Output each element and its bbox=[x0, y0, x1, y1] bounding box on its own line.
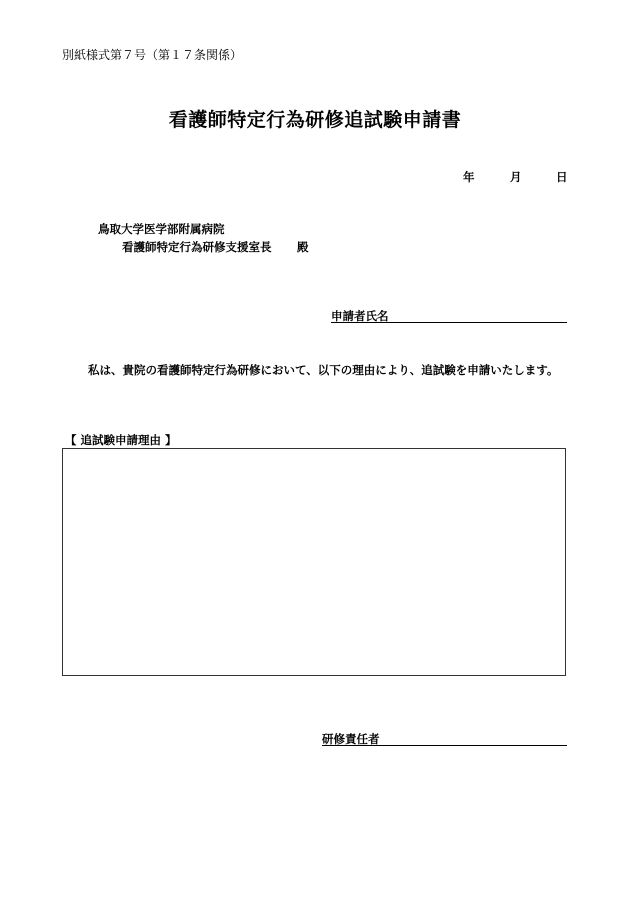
addressee-institution: 鳥取大学医学部附属病院 bbox=[98, 222, 225, 236]
month-label: 月 bbox=[510, 170, 522, 184]
year-label: 年 bbox=[463, 170, 475, 184]
addressee-honorific: 殿 bbox=[297, 240, 309, 254]
applicant-name-label: 申請者氏名 bbox=[331, 309, 389, 323]
reason-textarea[interactable] bbox=[62, 448, 566, 676]
supervisor-field[interactable] bbox=[322, 732, 567, 746]
applicant-name-field[interactable] bbox=[331, 309, 567, 323]
addressee-office: 看護師特定行為研修支援室長 bbox=[122, 240, 272, 254]
page-title: 看護師特定行為研修追試験申請書 bbox=[168, 109, 462, 131]
application-statement: 私は、貴院の看護師特定行為研修において、以下の理由により、追試験を申請いたします。 bbox=[88, 363, 559, 377]
reason-heading: 【 追試験申請理由 】 bbox=[65, 433, 177, 447]
day-label: 日 bbox=[556, 170, 568, 184]
supervisor-label: 研修責任者 bbox=[322, 732, 380, 746]
form-number: 別紙様式第７号（第１７条関係） bbox=[62, 48, 243, 62]
